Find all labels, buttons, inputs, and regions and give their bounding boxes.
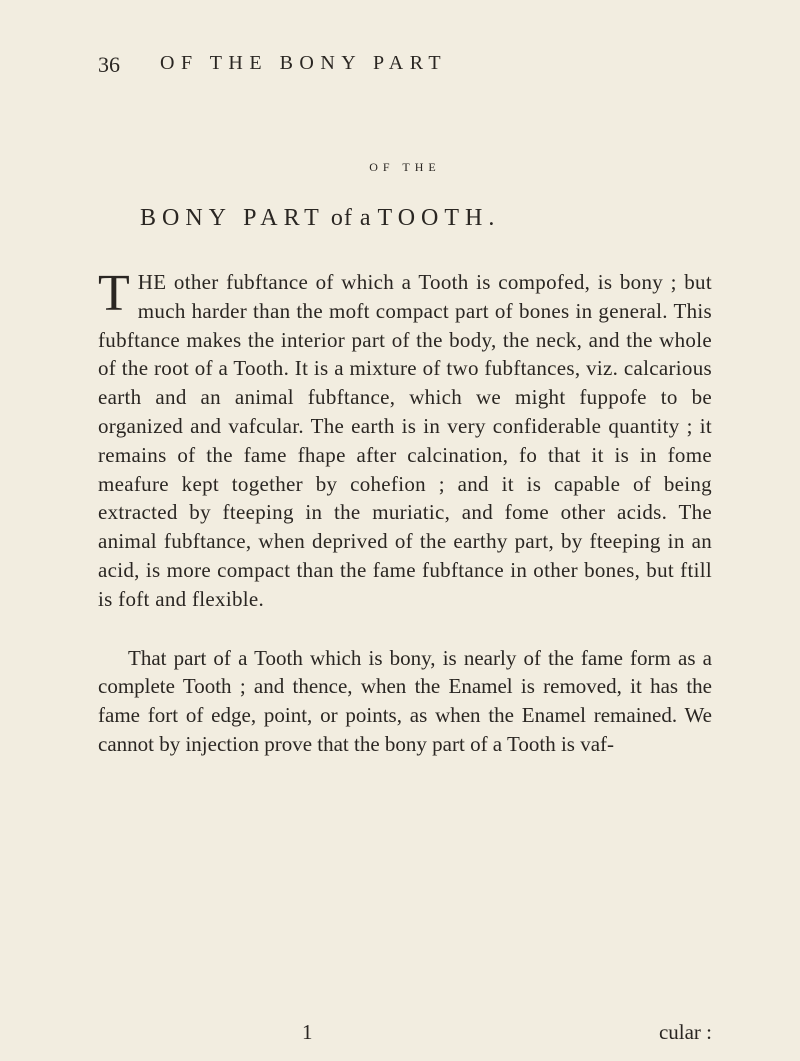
body-text xyxy=(98,265,712,759)
drop-cap: T xyxy=(98,265,130,322)
catchline xyxy=(98,1020,712,1046)
section-title-end: TOOTH. xyxy=(377,205,501,231)
paragraph-2: That part of a Tooth which is bony, is nearly of the fame form as a complete Tooth ; and thence, when the Enamel is removed, it has the fame fort of edge, point, or points, as when the Enamel remained. We cannot by injection prove that the bony part of a Tooth is vaf- xyxy=(98,645,712,756)
running-head xyxy=(98,52,638,82)
catchword: cular : xyxy=(658,1020,712,1044)
page-number: 36 xyxy=(98,52,120,77)
section-title-connector: of a xyxy=(330,205,372,231)
running-title: OF THE BONY PART xyxy=(160,52,448,74)
signature-mark: 1 xyxy=(302,1020,313,1044)
section-title-main: BONY PART xyxy=(140,205,325,231)
section-prefix: OF THE xyxy=(369,160,441,174)
paragraph-1 xyxy=(98,265,712,614)
paragraph-1-text: HE other fubftance of which a Tooth is compofed, is bony ; but much harder than the moft compact part of bones in general. This fubftance makes the interior part of the body, the neck, and the whole of the root of a Tooth. It is a mixture of two fubftances, viz. calcarious earth and an animal fubftance, which we might fuppofe to be organized and vafcular. The earth is in very confiderable quantity ; it remains of the fame fhape after calcination, fo that it is in fome meafure kept together by cohefion ; and it is capable of being extracted by fteeping in the muriatic, and fome other acids. The animal fubftance, when deprived of the earthy part, by fteeping in an acid, is more compact than the fame fubftance in other bones, but ftill is foft and flexible. xyxy=(98,270,712,611)
section-title xyxy=(140,205,700,232)
